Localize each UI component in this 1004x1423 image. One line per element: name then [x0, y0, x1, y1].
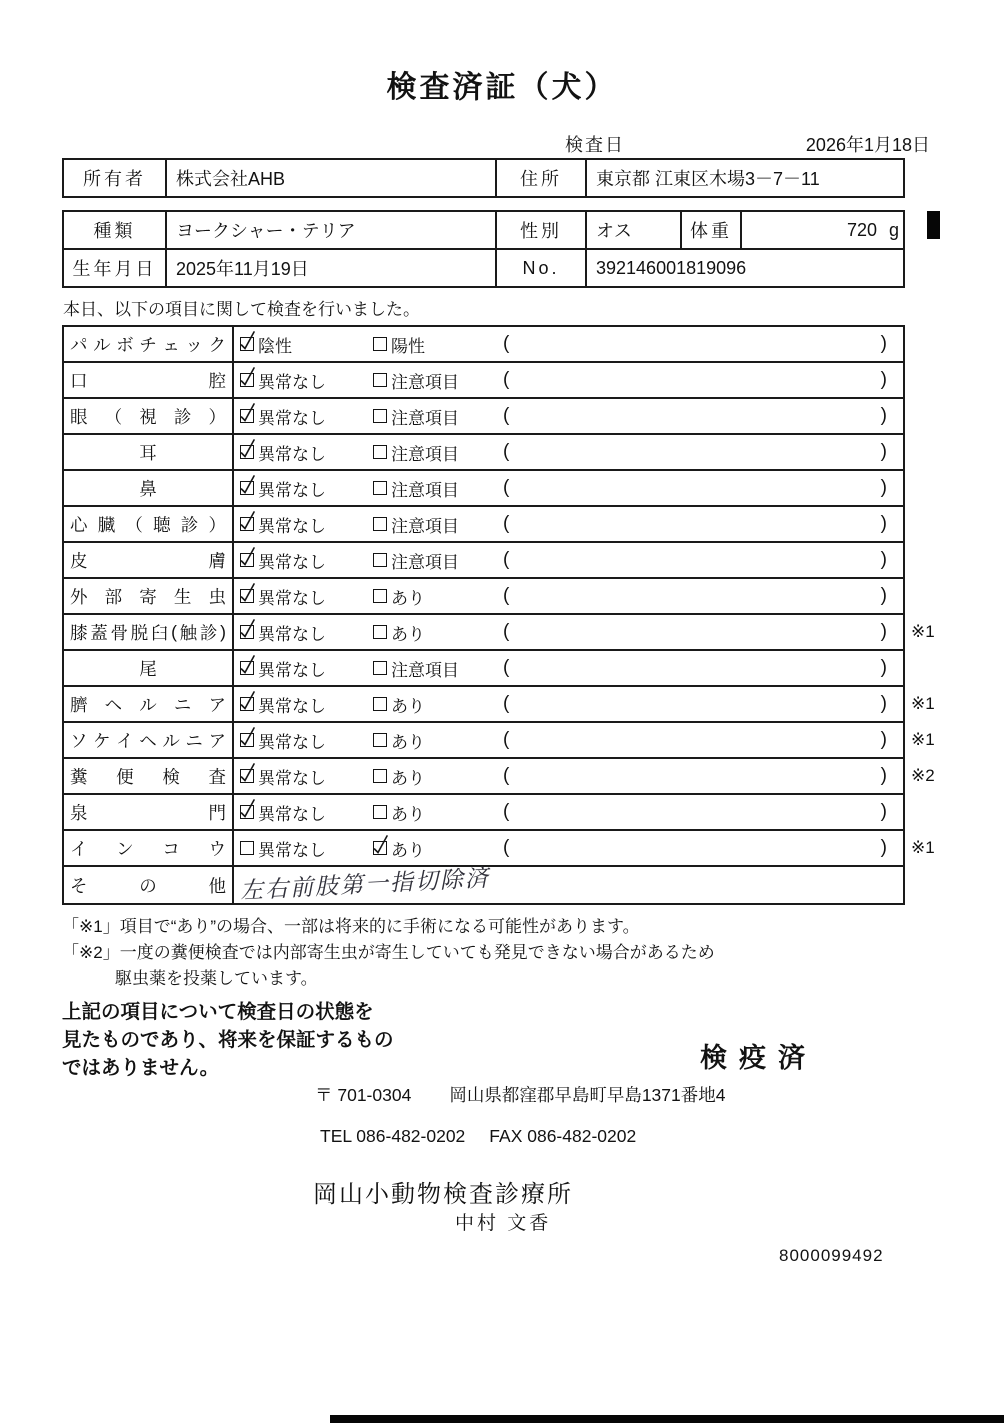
- checkbox-checked: [240, 409, 254, 423]
- veterinarian-name: 中村 文香: [455, 1213, 552, 1234]
- checkbox-checked: [240, 661, 254, 675]
- row-footnote-mark: ※1: [911, 622, 935, 641]
- weight-unit: g: [888, 219, 899, 240]
- option-label: 陽性: [391, 336, 425, 356]
- no-value: 392146001819096: [596, 257, 747, 278]
- inspection-row-content: [234, 831, 903, 865]
- option-label: 異常なし: [258, 588, 326, 608]
- remarks-parentheses: ( ): [503, 765, 887, 786]
- clinic-address-line: [315, 1082, 726, 1107]
- inspection-option: [234, 512, 367, 537]
- inspection-option: [234, 440, 367, 465]
- inspection-option: [367, 692, 497, 717]
- inspection-option: [367, 836, 497, 861]
- remarks-parentheses: ( ): [503, 333, 887, 354]
- info-table: [62, 210, 905, 288]
- inspection-row-content: [234, 471, 903, 505]
- owner-value: 株式会社AHB: [167, 160, 497, 196]
- inspection-row: [64, 471, 903, 507]
- owner-table: [62, 158, 905, 198]
- inspection-item-name: 眼 （ 視 診 ）: [64, 399, 234, 433]
- inspection-option: [234, 728, 367, 753]
- checkbox-unchecked: [373, 589, 387, 603]
- option-label: あり: [391, 768, 425, 788]
- inspection-row: [64, 615, 935, 651]
- checkbox-unchecked: [373, 733, 387, 747]
- option-label: 異常なし: [258, 804, 326, 824]
- row-footnote-mark: ※1: [911, 838, 935, 857]
- checkbox-unchecked: [373, 517, 387, 531]
- option-label: 注意項目: [391, 516, 459, 536]
- inspection-option: [367, 728, 497, 753]
- remarks-parentheses: ( ): [503, 837, 887, 858]
- inspection-row: [64, 507, 903, 543]
- inspection-row-content: [234, 651, 903, 685]
- option-label: あり: [391, 588, 425, 608]
- handwritten-note: 左右前肢第一指切除済: [239, 864, 491, 905]
- footnotes: [62, 914, 715, 992]
- inspection-row: [64, 723, 935, 759]
- breed-label: 種類: [64, 212, 167, 248]
- inspection-item-name: 糞 便 検 査: [64, 759, 234, 793]
- inspection-option: [367, 620, 497, 645]
- tel-number: TEL 086-482-0202: [320, 1126, 466, 1146]
- owner-label: 所有者: [64, 160, 167, 196]
- remarks-parentheses: ( ): [503, 729, 887, 750]
- inspection-row-content: [234, 435, 903, 469]
- option-label: 異常なし: [258, 660, 326, 680]
- checkbox-unchecked: [373, 409, 387, 423]
- remarks-parentheses: ( ): [503, 621, 887, 642]
- inspection-row: [64, 543, 903, 579]
- inspection-row-content: [234, 327, 903, 361]
- inspection-item-name: 泉 門: [64, 795, 234, 829]
- inspection-option: [234, 548, 367, 573]
- option-label: 注意項目: [391, 480, 459, 500]
- disclaimer-statement: [62, 998, 394, 1082]
- checkbox-checked: [240, 373, 254, 387]
- address-value: 東京都 江東区木場3－7－11: [596, 169, 820, 189]
- inspection-option: [234, 620, 367, 645]
- checkbox-unchecked: [373, 337, 387, 351]
- inspection-item-name: 口 腔: [64, 363, 234, 397]
- remarks-parentheses: ( ): [503, 693, 887, 714]
- checkbox-checked: [240, 697, 254, 711]
- disclaimer-line2: 見たものであり、将来を保証するもの: [62, 1029, 394, 1051]
- checkbox-unchecked: [373, 661, 387, 675]
- fax-number: FAX 086-482-0202: [489, 1126, 637, 1146]
- option-label: 注意項目: [391, 372, 459, 392]
- remarks-parentheses: ( ): [503, 801, 887, 822]
- inspection-date-value: 2026年1月18日: [805, 135, 930, 155]
- sex-value: オス: [587, 212, 682, 248]
- inspection-option: [234, 584, 367, 609]
- scan-artifact-right: [927, 211, 940, 239]
- option-label: 注意項目: [391, 444, 459, 464]
- inspection-item-name: 皮 膚: [64, 543, 234, 577]
- inspection-row: [64, 651, 903, 687]
- option-label: あり: [391, 696, 425, 716]
- option-label: 異常なし: [258, 840, 326, 860]
- inspection-option: [367, 476, 497, 501]
- inspection-option: [367, 440, 497, 465]
- inspection-date-label: 検査日: [565, 135, 625, 155]
- inspection-row-content: [234, 543, 903, 577]
- option-label: 異常なし: [258, 516, 326, 536]
- inspection-option: [367, 368, 497, 393]
- serial-number: 8000099492: [779, 1246, 884, 1265]
- checkbox-unchecked: [373, 373, 387, 387]
- checkbox-checked: [240, 769, 254, 783]
- option-label: 異常なし: [258, 552, 326, 572]
- inspection-option: [234, 404, 367, 429]
- inspection-option: [367, 332, 497, 357]
- document-title: 検査済証（犬）: [386, 71, 618, 104]
- inspection-item-name: イ ン コ ウ: [64, 831, 234, 865]
- inspection-option: [367, 800, 497, 825]
- checkbox-unchecked: [373, 481, 387, 495]
- checkbox-unchecked: [373, 625, 387, 639]
- inspection-row: [64, 399, 903, 435]
- inspection-row: [64, 435, 903, 471]
- clinic-phone-line: [320, 1126, 636, 1147]
- option-label: 異常なし: [258, 480, 326, 500]
- disclaimer-line3: ではありません。: [62, 1057, 220, 1079]
- weight-value-cell: [742, 212, 903, 248]
- option-label: 注意項目: [391, 660, 459, 680]
- inspection-option: [234, 692, 367, 717]
- clinic-name: 岡山小動物検査診療所: [313, 1181, 573, 1208]
- row-footnote-mark: ※1: [911, 730, 935, 749]
- checkbox-checked: [240, 625, 254, 639]
- inspection-option: [367, 548, 497, 573]
- inspection-row: [64, 579, 903, 615]
- remarks-parentheses: ( ): [503, 405, 887, 426]
- inspection-row-content: [234, 363, 903, 397]
- inspection-table: [62, 325, 935, 905]
- birth-label: 生年月日: [64, 250, 167, 286]
- inspection-item-name: 膝 蓋 骨 脱 臼 ( 触 診 ): [64, 615, 234, 649]
- sex-label: 性別: [497, 212, 587, 248]
- clinic-address: 岡山県都窪郡早島町早島1371番地4: [449, 1085, 726, 1105]
- birth-value: 2025年11月19日: [167, 250, 497, 286]
- inspection-item-name: 臍 ヘ ル ニ ア: [64, 687, 234, 721]
- checkbox-checked: [240, 481, 254, 495]
- inspection-row: [64, 759, 935, 795]
- inspection-option: [367, 404, 497, 429]
- inspection-option: [234, 332, 367, 357]
- postal-code: 〒 701-0304: [315, 1085, 412, 1105]
- inspection-row-content: [234, 579, 903, 613]
- inspection-item-name: 耳: [64, 435, 234, 469]
- inspection-row: [64, 363, 903, 399]
- inspection-option: [367, 656, 497, 681]
- inspection-row-content: [234, 615, 903, 649]
- disclaimer-line1: 上記の項目について検査日の状態を: [62, 1001, 374, 1023]
- inspection-row: [64, 864, 903, 905]
- option-label: あり: [391, 840, 425, 860]
- footnote-1: 「※1」項目で“あり”の場合、一部は将来的に手術になる可能性があります。: [62, 917, 640, 936]
- no-label: No.: [497, 250, 587, 286]
- inspection-row: [64, 795, 903, 831]
- remarks-parentheses: ( ): [503, 369, 887, 390]
- weight-label: 体重: [682, 212, 742, 248]
- inspection-item-name: 外 部 寄 生 虫: [64, 579, 234, 613]
- checkbox-checked: [240, 445, 254, 459]
- option-label: あり: [391, 624, 425, 644]
- row-footnote-mark: ※2: [911, 766, 935, 785]
- inspection-row-content: [234, 723, 903, 757]
- inspection-option: [234, 764, 367, 789]
- option-label: 異常なし: [258, 624, 326, 644]
- inspection-option: [367, 764, 497, 789]
- remarks-parentheses: ( ): [503, 585, 887, 606]
- inspection-row-content: [234, 795, 903, 829]
- inspection-row-content: [234, 864, 903, 905]
- remarks-parentheses: ( ): [503, 513, 887, 534]
- inspection-item-name: パ ル ボ チ ェ ッ ク: [64, 327, 234, 361]
- checkbox-checked: [240, 733, 254, 747]
- inspection-item-name: ソ ケ イ ヘ ル ニ ア: [64, 723, 234, 757]
- option-label: あり: [391, 804, 425, 824]
- inspection-option: [367, 512, 497, 537]
- inspection-option: [234, 476, 367, 501]
- row-footnote-mark: ※1: [911, 694, 935, 713]
- option-label: 異常なし: [258, 696, 326, 716]
- inspection-row-content: [234, 687, 903, 721]
- inspection-item-name: 鼻: [64, 471, 234, 505]
- weight-value: 720: [846, 219, 877, 240]
- checkbox-checked: [240, 337, 254, 351]
- remarks-parentheses: ( ): [503, 549, 887, 570]
- inspection-option: [234, 800, 367, 825]
- checkbox-unchecked: [373, 769, 387, 783]
- option-label: 異常なし: [258, 444, 326, 464]
- checkbox-unchecked: [373, 697, 387, 711]
- option-label: 異常なし: [258, 768, 326, 788]
- option-label: 異常なし: [258, 408, 326, 428]
- option-label: あり: [391, 732, 425, 752]
- inspection-row: [64, 327, 903, 363]
- checkbox-unchecked: [373, 553, 387, 567]
- inspection-item-name: 尾: [64, 651, 234, 685]
- inspection-option: [234, 656, 367, 681]
- checkbox-checked: [240, 805, 254, 819]
- inspection-option: [234, 368, 367, 393]
- option-label: 異常なし: [258, 372, 326, 392]
- checkbox-checked: [240, 589, 254, 603]
- scan-artifact-bottom: [330, 1415, 1004, 1423]
- footnote-2-line2: 駆虫薬を投薬しています。: [115, 969, 318, 988]
- inspection-row-content: [234, 507, 903, 541]
- option-label: 陰性: [258, 336, 292, 356]
- checkbox-checked: [240, 553, 254, 567]
- checkbox-unchecked: [240, 841, 254, 855]
- checkbox-unchecked: [373, 445, 387, 459]
- checkbox-checked: [373, 841, 387, 855]
- address-label: 住所: [497, 160, 587, 196]
- option-label: 注意項目: [391, 552, 459, 572]
- intro-text: 本日、以下の項目に関して検査を行いました。: [63, 300, 420, 319]
- quarantine-passed-stamp: 検疫済: [700, 1043, 817, 1073]
- inspection-row-content: [234, 759, 903, 793]
- footnote-2-line1: 「※2」一度の糞便検査では内部寄生虫が寄生していても発見できない場合があるため: [62, 943, 715, 962]
- option-label: 注意項目: [391, 408, 459, 428]
- checkbox-unchecked: [373, 805, 387, 819]
- inspection-item-name: 心 臓 （ 聴 診 ）: [64, 507, 234, 541]
- remarks-parentheses: ( ): [503, 657, 887, 678]
- inspection-row: [64, 687, 935, 723]
- breed-value: ヨークシャー・テリア: [167, 212, 497, 248]
- option-label: 異常なし: [258, 732, 326, 752]
- remarks-parentheses: ( ): [503, 477, 887, 498]
- inspection-item-name: そ の 他: [64, 867, 234, 903]
- checkbox-checked: [240, 517, 254, 531]
- inspection-option: [234, 836, 367, 861]
- inspection-row-content: [234, 399, 903, 433]
- remarks-parentheses: ( ): [503, 441, 887, 462]
- inspection-option: [367, 584, 497, 609]
